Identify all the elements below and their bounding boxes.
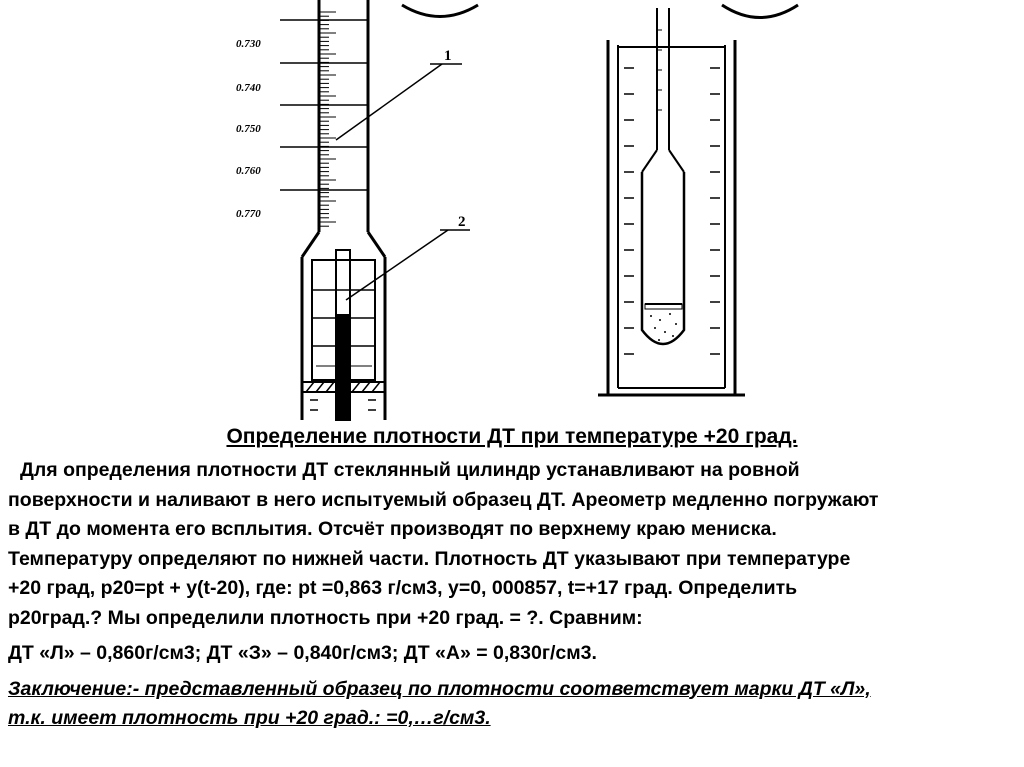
glass-cylinder-drawing: [598, 8, 745, 395]
paragraph-line: +20 град, р20=рt + y(t-20), где: рt =0,863 г/см3, y=0, 000857, t=+17 град. Определить: [8, 577, 798, 599]
callout-label-1: 1: [444, 48, 452, 64]
paragraph-line: Для определения плотности ДТ стеклянный цилиндр устанавливают на ровной: [20, 459, 800, 481]
conclusion: [8, 675, 1018, 733]
scale-label: 0.730: [236, 38, 261, 50]
conclusion-line: т.к. имеет плотность при +20 град.: =0,…г/см3.: [8, 706, 491, 729]
conclusion-line: Заключение:- представленный образец по плотности соответствует марки ДТ «Л»,: [8, 677, 871, 700]
scale-label: 0.740: [236, 82, 261, 94]
scale-label: 0.760: [236, 165, 261, 177]
hydrometer-scale-drawing: [280, 0, 470, 420]
body-text: [8, 456, 1018, 733]
grades-line: ДТ «Л» – 0,860г/см3; ДТ «З» – 0,840г/см3; ДТ «А» = 0,830г/см3.: [8, 642, 597, 664]
scale-label: 0.750: [236, 123, 261, 135]
paragraph-line: в ДТ до момента его всплытия. Отсчёт производят по верхнему краю мениска.: [8, 518, 777, 540]
callout-label-2: 2: [458, 214, 466, 230]
page-title: Определение плотности ДТ при температуре +20 град.: [226, 425, 798, 448]
paragraph-line: поверхности и наливают в него испытуемый образец ДТ. Ареометр медленно погружают: [8, 488, 879, 511]
paragraph-line: р20град.? Мы определили плотность при +20 град. = ?. Сравним:: [8, 606, 643, 629]
scale-label: 0.770: [236, 208, 261, 220]
paragraph-line: Температуру определяют по нижней части. Плотность ДТ указывают при температуре: [8, 547, 851, 570]
